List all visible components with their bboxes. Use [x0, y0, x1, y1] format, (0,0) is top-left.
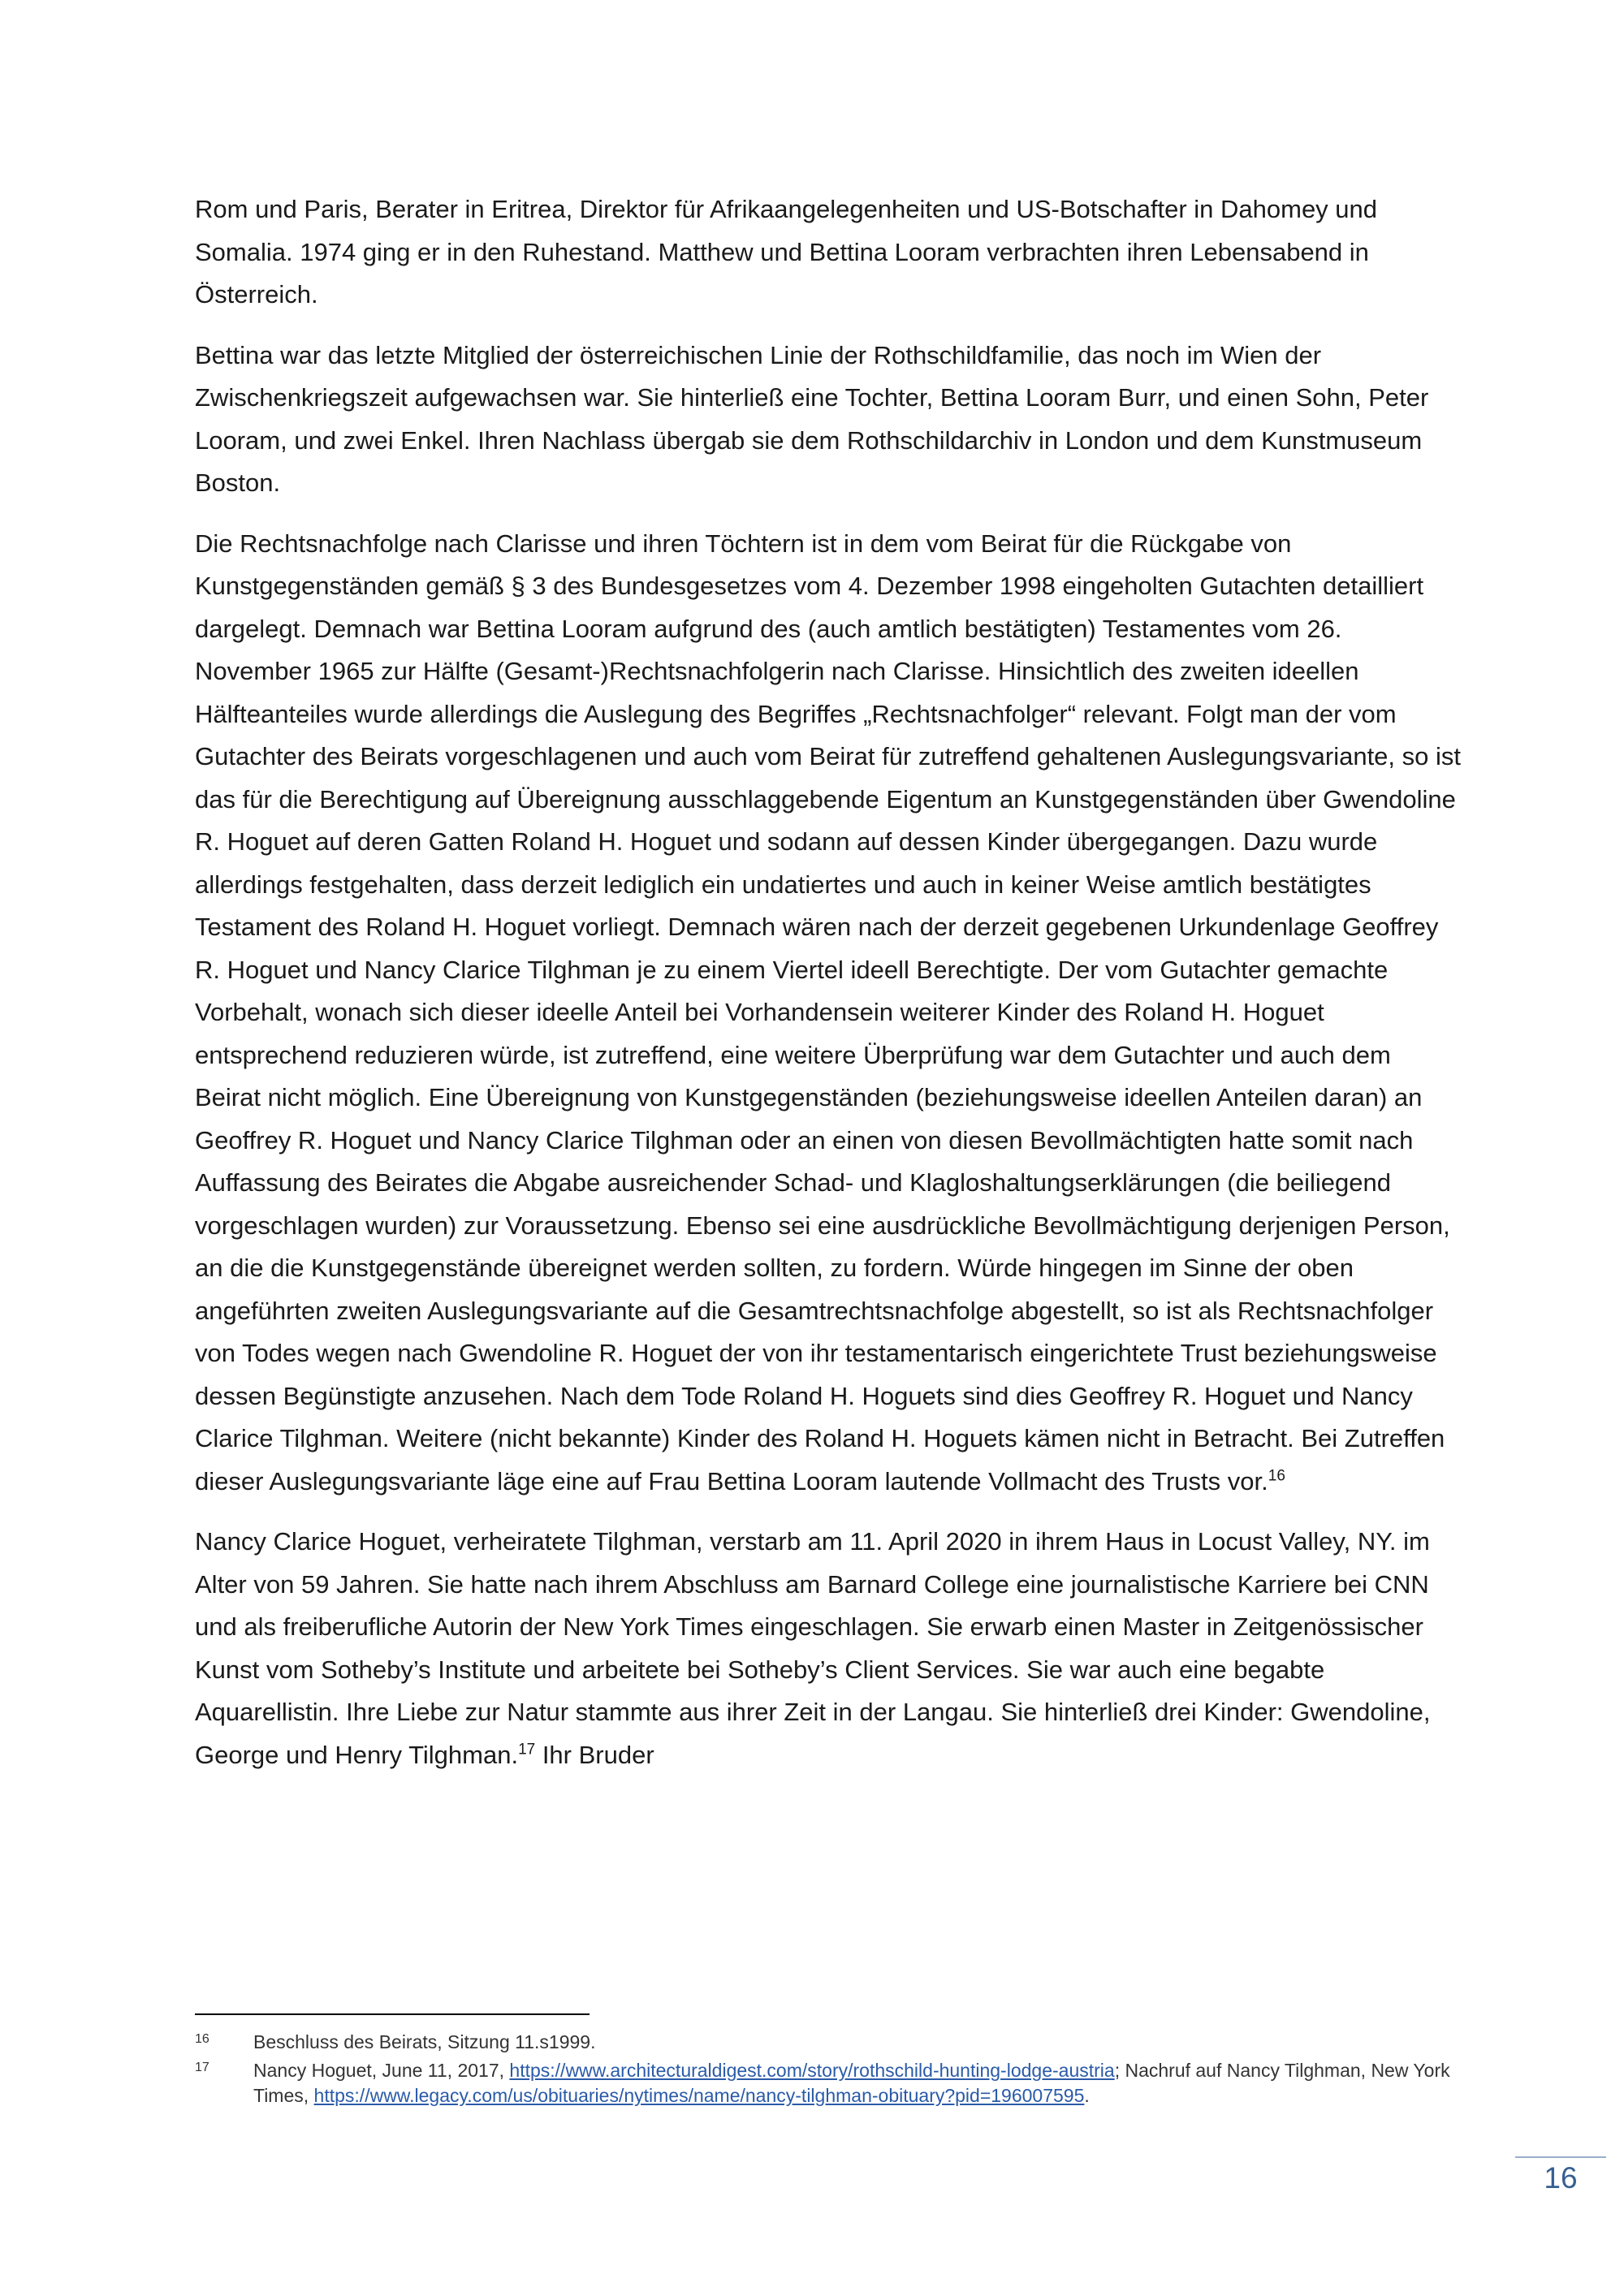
- footnote-text-part: .: [1084, 2085, 1090, 2106]
- paragraph: [195, 523, 1462, 1504]
- paragraph-text: Rom und Paris, Berater in Eritrea, Direktor für Afrikaangelegenheiten und US-Botschafter in Dahomey und Somalia. 1974 ging er in den Ruhestand. Matthew und Bettina Looram verbrachten ihren Lebensabend in Österreich.: [195, 195, 1378, 309]
- footnotes: [195, 2030, 1462, 2112]
- footnote-ref-17[interactable]: 17: [518, 1741, 536, 1759]
- footnote-17: [195, 2058, 1462, 2108]
- paragraph: [195, 188, 1462, 317]
- footnote-text-part: Nancy Hoguet, June 11, 2017,: [253, 2060, 510, 2081]
- page-number: 16: [1544, 2161, 1578, 2195]
- paragraph-text: Ihr Bruder: [535, 1740, 654, 1769]
- footnote-number: 16: [195, 2032, 209, 2046]
- footnote-ref-16[interactable]: 16: [1268, 1467, 1285, 1485]
- paragraph: [195, 1521, 1462, 1776]
- architecturaldigest-link[interactable]: https://www.architecturaldigest.com/story/rothschild-hunting-lodge-austria: [509, 2060, 1115, 2081]
- footnote-separator: [195, 2013, 590, 2015]
- footnote-number: 17: [195, 2061, 209, 2074]
- page-number-rule: [1515, 2156, 1606, 2158]
- legacy-obituary-link[interactable]: https://www.legacy.com/us/obituaries/nytimes/name/nancy-tilghman-obituary?pid=196007595: [313, 2085, 1085, 2106]
- paragraph-text: Die Rechtsnachfolge nach Clarisse und ihren Töchtern ist in dem vom Beirat für die Rückgabe von Kunstgegenständen gemäß § 3 des Bundesgesetzes vom 4. Dezember 1998 eingeholten Gutachten detailliert dargelegt. Demnach war Bettina Looram aufgrund des (auch amtlich bestätigten) Testamentes vom 26. November 1965 zur Hälfte (Gesamt-)Rechtsnachfolgerin nach Clarisse. Hinsichtlich des zweiten ideellen Hälfteanteiles wurde allerdings die Auslegung des Begriffes „Rechtsnachfolger“ relevant. Folgt man der vom Gutachter des Beirats vorgeschlagenen und auch vom Beirat für zutreffend gehaltenen Auslegungsvariante, so ist das für die Berechtigung auf Übereignung ausschlaggebende Eigentum an Kunstgegenständen über Gwendoline R. Hoguet auf deren Gatten Roland H. Hoguet und sodann auf dessen Kinder übergegangen. Dazu wurde allerdings festgehalten, dass derzeit lediglich ein undatiertes und auch in keiner Weise amtlich bestätigtes Testament des Roland H. Hoguet vorliegt. Demnach wären nach der derzeit gegebenen Urkundenlage Geoffrey R. Hoguet und Nancy Clarice Tilghman je zu einem Viertel ideell Berechtigte. Der vom Gutachter gemachte Vorbehalt, wonach sich dieser ideelle Anteil bei Vorhandensein weiterer Kinder des Roland H. Hoguet entsprechend reduzieren würde, ist zutreffend, eine weitere Überprüfung war dem Gutachter und auch dem Beirat nicht möglich. Eine Übereignung von Kunstgegenständen (beziehungsweise ideellen Anteilen daran) an Geoffrey R. Hoguet und Nancy Clarice Tilghman oder an einen von diesen Bevollmächtigten hatte somit nach Auffassung des Beirates die Abgabe ausreichender Schad- und Klagloshaltungserklärungen (die beiliegend vorgeschlagen wurden) zur Voraussetzung. Ebenso sei eine ausdrückliche Bevollmächtigung derjenigen Person, an die die Kunstgegenstände übereignet werden sollten, zu fordern. Würde hingegen im Sinne der oben angeführten zweiten Auslegungsvariante auf die Gesamtrechtsnachfolge abgestellt, so ist als Rechtsnachfolger von Todes wegen nach Gwendoline R. Hoguet der von ihr testamentarisch eingerichtete Trust beziehungsweise dessen Begünstigte anzusehen. Nach dem Tode Roland H. Hoguets sind dies Geoffrey R. Hoguet und Nancy Clarice Tilghman. Weitere (nicht bekannte) Kinder des Roland H. Hoguets kämen nicht in Betracht. Bei Zutreffen dieser Auslegungsvariante läge eine auf Frau Bettina Looram lautende Vollmacht des Trusts vor.: [195, 529, 1462, 1495]
- paragraph-text: Nancy Clarice Hoguet, verheiratete Tilghman, verstarb am 11. April 2020 in ihrem Haus in Locust Valley, NY. im Alter von 59 Jahren. Sie hatte nach ihrem Abschluss am Barnard College eine journalistische Karriere bei CNN und als freiberufliche Autorin der New York Times eingeschlagen. Sie erwarb einen Master in Zeitgenössischer Kunst vom Sotheby’s Institute und arbeitete bei Sotheby’s Client Services. Sie war auch eine begabte Aquarellistin. Ihre Liebe zur Natur stammte aus ihrer Zeit in der Langau. Sie hinterließ drei Kinder: Gwendoline, George und Henry Tilghman.: [195, 1527, 1431, 1769]
- paragraph: [195, 334, 1462, 505]
- footnote-text: Beschluss des Beirats, Sitzung 11.s1999.: [253, 2031, 596, 2052]
- footnote-text: [253, 2058, 1462, 2108]
- paragraph-text: Bettina war das letzte Mitglied der österreichischen Linie der Rothschildfamilie, das noch im Wien der Zwischenkriegszeit aufgewachsen war. Sie hinterließ eine Tochter, Bettina Looram Burr, und einen Sohn, Peter Looram, und zwei Enkel. Ihren Nachlass übergab sie dem Rothschildarchiv in London und dem Kunstmuseum Boston.: [195, 340, 1429, 497]
- footnote-16: [195, 2030, 1462, 2055]
- body-text: [195, 188, 1462, 1794]
- footnote-text-part: ; Nachruf auf Nancy Tilghman, New York Times,: [253, 2060, 1450, 2106]
